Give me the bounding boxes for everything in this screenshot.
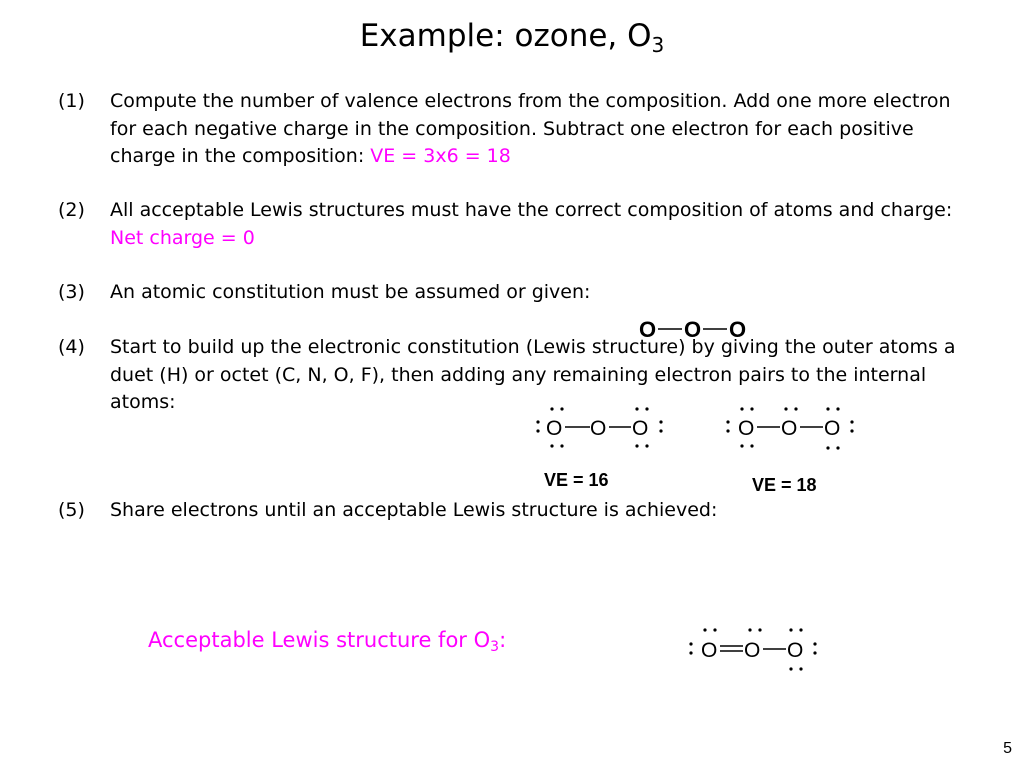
lone-pair-dot <box>813 651 816 654</box>
step-number: (4) <box>58 336 85 358</box>
lone-pair-dot <box>689 642 692 645</box>
lewis-structure-ve18 <box>720 400 870 460</box>
step-text <box>110 197 958 252</box>
step-3 <box>58 279 958 307</box>
lone-pair-dot <box>659 429 662 432</box>
lone-pair-dot <box>740 444 743 447</box>
lone-pair-dot <box>713 628 716 631</box>
lone-pair-dot <box>826 407 829 410</box>
lone-pair-dot <box>799 628 802 631</box>
atom-o: O <box>590 417 607 440</box>
step-5-body: Share electrons until an acceptable Lewis structure is achieved: <box>110 499 718 521</box>
lone-pair-dot <box>850 420 853 423</box>
lone-pair-dot <box>836 407 839 410</box>
atom-o: O <box>729 317 747 342</box>
step-2 <box>58 197 958 252</box>
valence-electron-count: VE = 3x6 = 18 <box>370 145 511 167</box>
lone-pair-dot <box>750 407 753 410</box>
lone-pair-dot <box>689 651 692 654</box>
atom-o: O <box>684 317 702 342</box>
step-number: (5) <box>58 499 85 521</box>
atom-o: O <box>632 417 649 440</box>
page-number: 5 <box>1003 740 1012 757</box>
lone-pair-dot <box>758 628 761 631</box>
atom-o: O <box>639 317 657 342</box>
lone-pair-dot <box>635 444 638 447</box>
skeleton-structure <box>636 312 776 346</box>
lone-pair-dot <box>550 407 553 410</box>
lone-pair-dot <box>726 420 729 423</box>
lone-pair-dot <box>703 628 706 631</box>
lone-pair-dot <box>536 420 539 423</box>
lone-pair-dot <box>784 407 787 410</box>
lone-pair-dot <box>813 642 816 645</box>
final-lewis-structure <box>683 620 833 676</box>
step-1-body: Compute the number of valence electrons from the composition. Add one more electron for each negative charge in the composition. Subtract one electron for each positive charge in the composition: <box>110 90 951 167</box>
lone-pair-dot <box>635 407 638 410</box>
atom-o: O <box>824 417 841 440</box>
title-subscript: 3 <box>651 33 665 57</box>
slide-title <box>0 14 1024 67</box>
lone-pair-dot <box>550 444 553 447</box>
net-charge: Net charge = 0 <box>110 226 255 249</box>
atom-o: O <box>546 417 563 440</box>
step-number: (2) <box>58 199 85 221</box>
acceptable-structure-label <box>148 624 506 663</box>
atom-o: O <box>781 417 798 440</box>
ve-18-label: VE = 18 <box>752 475 817 495</box>
lone-pair-dot <box>789 667 792 670</box>
ve-16-label: VE = 16 <box>544 470 609 490</box>
lone-pair-dot <box>645 444 648 447</box>
title-text: Example: ozone, O <box>359 18 652 54</box>
lone-pair-dot <box>794 407 797 410</box>
lone-pair-dot <box>748 628 751 631</box>
lewis-structure-ve16 <box>530 400 680 456</box>
lone-pair-dot <box>560 407 563 410</box>
step-1 <box>58 88 958 171</box>
step-number: (1) <box>58 90 85 112</box>
acceptable-subscript: 3 <box>490 639 500 655</box>
lone-pair-dot <box>826 446 829 449</box>
lone-pair-dot <box>836 446 839 449</box>
step-2-body: All acceptable Lewis structures must have the correct composition of atoms and charge: <box>110 199 953 221</box>
lone-pair-dot <box>850 429 853 432</box>
atom-o: O <box>787 639 804 662</box>
acceptable-colon: : <box>499 628 507 652</box>
step-text <box>110 88 958 171</box>
step-4-body: Start to build up the electronic constitution (Lewis structure) by giving the outer atoms a duet (H) or octet (C, N, O, F), then adding any remaining electron pairs to the internal atoms: <box>110 336 956 413</box>
lone-pair-dot <box>659 420 662 423</box>
acceptable-text: Acceptable Lewis structure for O <box>148 628 491 652</box>
step-number: (3) <box>58 281 85 303</box>
lone-pair-dot <box>560 444 563 447</box>
lone-pair-dot <box>536 429 539 432</box>
lone-pair-dot <box>789 628 792 631</box>
step-3-body: An atomic constitution must be assumed or given: <box>110 281 591 303</box>
lone-pair-dot <box>645 407 648 410</box>
atom-o: O <box>744 639 761 662</box>
atom-o: O <box>701 639 718 662</box>
lone-pair-dot <box>740 407 743 410</box>
atom-o: O <box>738 417 755 440</box>
lone-pair-dot <box>750 444 753 447</box>
step-5 <box>58 497 958 525</box>
lone-pair-dot <box>799 667 802 670</box>
lone-pair-dot <box>726 429 729 432</box>
